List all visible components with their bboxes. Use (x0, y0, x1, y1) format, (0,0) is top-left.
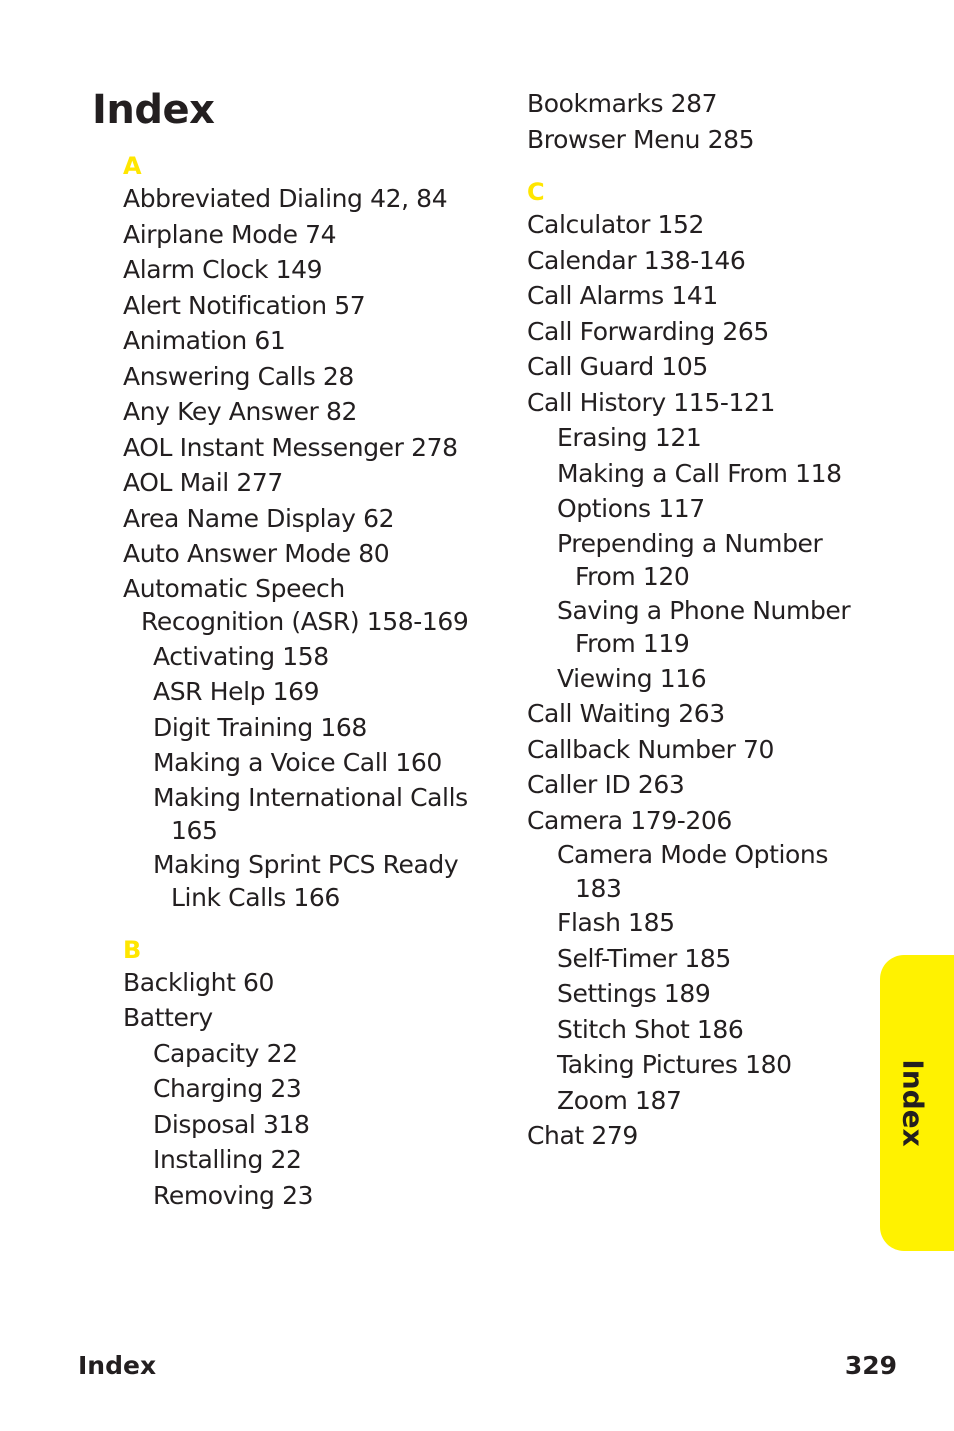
index-column-right (527, 86, 857, 1154)
index-entry: Any Key Answer 82 (123, 397, 357, 426)
index-subentry: Activating 158 (153, 641, 329, 671)
index-subentry: Erasing 121 (557, 423, 702, 452)
index-entry: AOL Instant Messenger 278 (123, 432, 458, 462)
index-entry: Airplane Mode 74 (123, 219, 337, 249)
index-subentry: Making a Call From 118 (557, 458, 842, 488)
index-entry: Calculator 152 (527, 210, 705, 239)
section-letter: A (123, 152, 142, 180)
index-subentry: Charging 23 (153, 1074, 302, 1103)
index-subentry (123, 848, 483, 915)
index-subentry: Disposal 318 (153, 1109, 310, 1139)
section-letter: C (527, 178, 545, 206)
index-subentry: ASR Help 169 (153, 677, 320, 706)
index-column-left (123, 151, 483, 1213)
index-entry-continuation: From 120 (575, 562, 690, 591)
index-entry-line: Making Sprint PCS Ready (153, 849, 459, 879)
index-entry: Caller ID 263 (527, 770, 685, 799)
index-subentry: Digit Training 168 (153, 712, 367, 742)
index-entry: Browser Menu 285 (527, 124, 755, 154)
index-entry: Camera 179-206 (527, 805, 732, 835)
index-subentry: Removing 23 (153, 1180, 314, 1210)
index-entry: Abbreviated Dialing 42, 84 (123, 184, 448, 213)
index-entry-continuation: Link Calls 166 (171, 883, 340, 912)
index-entry: Call Forwarding 265 (527, 316, 769, 346)
index-entry-continuation: 165 (171, 816, 218, 845)
index-entry-line: Automatic Speech (123, 573, 345, 603)
index-entry: Call History 115-121 (527, 387, 775, 417)
index-subentry: Viewing 116 (557, 663, 707, 693)
index-subentry (527, 838, 857, 905)
index-entry: Answering Calls 28 (123, 361, 354, 391)
index-subentry (123, 781, 483, 848)
index-subentry: Options 117 (557, 494, 705, 523)
index-entry: Bookmarks 287 (527, 89, 718, 118)
index-subentry: Taking Pictures 180 (557, 1050, 792, 1079)
section-letter: B (123, 935, 142, 964)
section-gap (123, 915, 483, 935)
footer-section-title: Index (78, 1351, 157, 1380)
index-subentry: Stitch Shot 186 (557, 1014, 744, 1044)
index-subentry: Installing 22 (153, 1145, 302, 1174)
index-entry: Auto Answer Mode 80 (123, 539, 390, 568)
index-entry: Callback Number 70 (527, 734, 775, 764)
index-entry: Calendar 138-146 (527, 245, 746, 275)
index-subentry: Settings 189 (557, 979, 711, 1008)
index-entry: Call Waiting 263 (527, 699, 725, 728)
index-subentry: Flash 185 (557, 908, 675, 937)
index-entry-continuation: From 119 (575, 629, 690, 658)
index-entry: Call Alarms 141 (527, 281, 718, 310)
index-entry: Animation 61 (123, 326, 286, 355)
index-entry-line: Camera Mode Options (557, 840, 828, 869)
index-subentry: Self-Timer 185 (557, 943, 731, 973)
index-entry-continuation: 183 (575, 873, 622, 903)
page-title: Index (92, 87, 215, 133)
index-entry: Backlight 60 (123, 967, 275, 997)
index-entry: Call Guard 105 (527, 352, 708, 381)
index-entry: Alarm Clock 149 (123, 255, 323, 284)
index-entry-continuation: Recognition (ASR) 158-169 (141, 607, 469, 636)
index-subentry (527, 527, 857, 594)
index-entry: AOL Mail 277 (123, 468, 283, 497)
index-entry: Alert Notification 57 (123, 290, 366, 320)
index-subentry: Capacity 22 (153, 1038, 298, 1068)
section-gap (527, 157, 857, 177)
page-number: 329 (844, 1351, 897, 1380)
side-tab-label: Index (896, 1059, 930, 1147)
index-subentry: Making a Voice Call 160 (153, 748, 442, 777)
index-subentry: Zoom 187 (557, 1085, 682, 1115)
index-entry-line: Making International Calls (153, 782, 468, 812)
index-subentry (527, 594, 857, 661)
index-entry: Battery (123, 1003, 213, 1032)
index-entry (123, 572, 483, 639)
index-entry-line: Prepending a Number (557, 528, 823, 558)
index-entry-line: Saving a Phone Number (557, 595, 851, 625)
index-entry: Chat 279 (527, 1121, 638, 1150)
index-entry: Area Name Display 62 (123, 503, 395, 533)
